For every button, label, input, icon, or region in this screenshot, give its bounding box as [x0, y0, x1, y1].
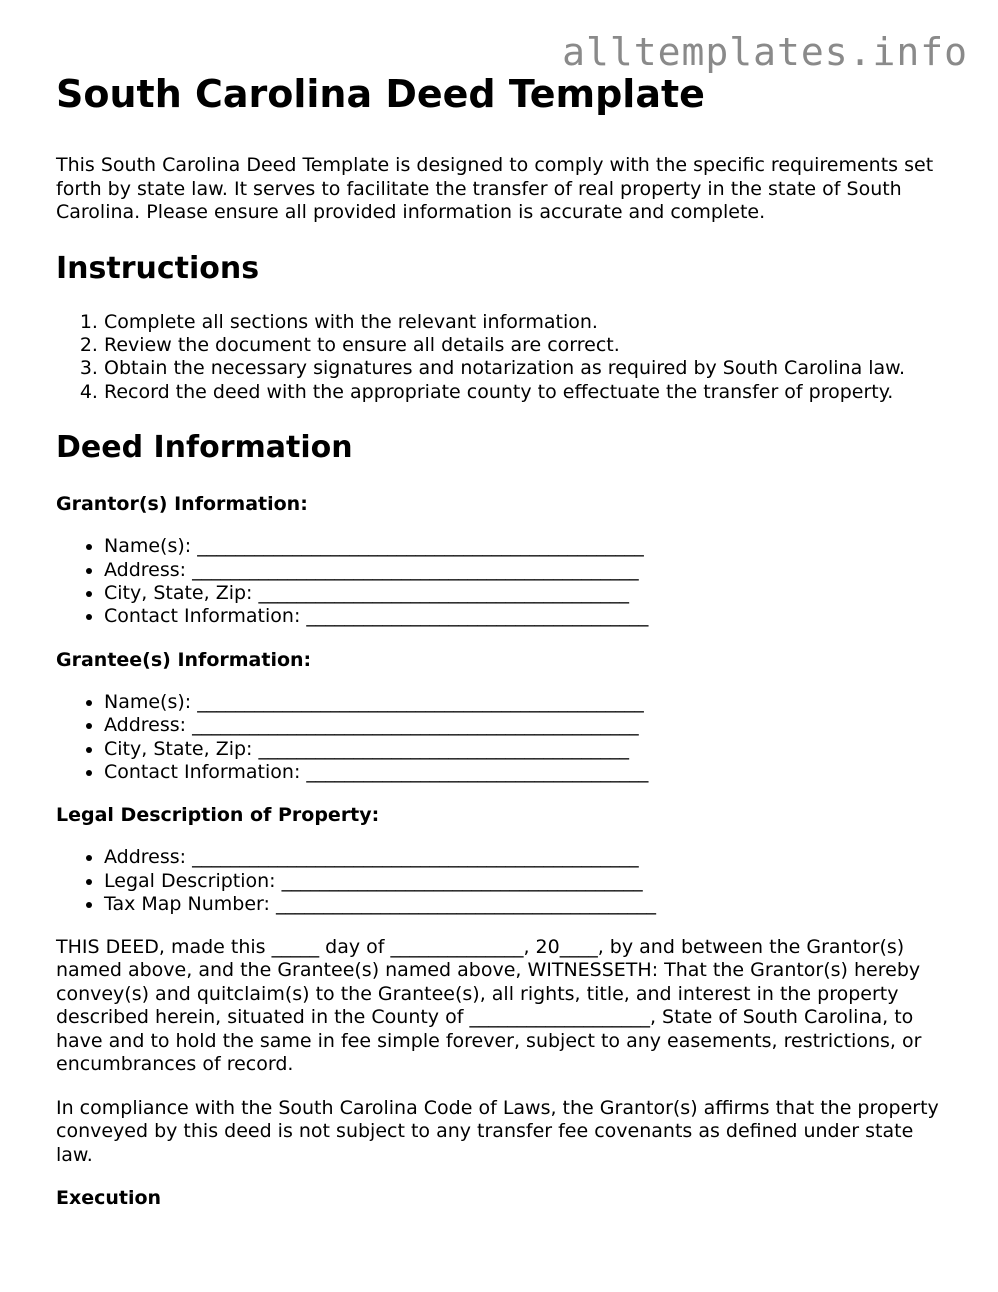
grantor-list [56, 535, 956, 629]
property-field: • Legal Description: ______________________________________ [104, 870, 956, 893]
grantor-heading: Grantor(s) Information: [56, 493, 308, 516]
grantee-heading: Grantee(s) Information: [56, 648, 312, 671]
compliance-paragraph: In compliance with the South Carolina Code of Laws, the Grantor(s) affirms that the property conveyed by this deed is not subject to any transfer fee covenants as defined under state law. [56, 1096, 939, 1166]
instruction-item: 2. Review the document to ensure all details are correct. [104, 334, 956, 357]
instruction-item: 3. Obtain the necessary signatures and notarization as required by South Carolina law. [104, 357, 956, 380]
grantor-field: • Contact Information: ____________________________________ [104, 605, 956, 628]
grantee-field: • Address: _______________________________________________ [104, 714, 956, 737]
document-page [56, 70, 956, 1210]
grantor-field: • Name(s): _______________________________________________ [104, 535, 956, 558]
legal-description-heading: Legal Description of Property: [56, 804, 380, 827]
grantee-field: • Contact Information: ____________________________________ [104, 761, 956, 784]
instruction-item: 1. Complete all sections with the relevant information. [104, 311, 956, 334]
grantor-field: • Address: _______________________________________________ [104, 559, 956, 582]
grantee-list [56, 691, 956, 785]
deed-information-heading: Deed Information [56, 430, 353, 466]
instructions-heading: Instructions [56, 250, 260, 286]
watermark: alltemplates.info [562, 30, 968, 74]
legal-description-list [56, 846, 956, 916]
page-title: South Carolina Deed Template [56, 72, 705, 116]
execution-heading: Execution [56, 1187, 162, 1210]
instructions-list [56, 311, 956, 405]
deed-paragraph: THIS DEED, made this _____ day of ______________, 20____, by and between the Grantor(s) named above, and the Grantee(s) named above, WITNESSETH: That the Grantor(s) hereby convey(s) and quitclaim(s) to the Grantee(s), all rights, title, and interest in the property described herein, situated in the County of ___________________, State of South Carolina, to have and to hold the same in fee simple forever, subject to any easements, restrictions, or encumbrances of record. [56, 935, 922, 1076]
instruction-item: 4. Record the deed with the appropriate county to effectuate the transfer of property. [104, 381, 956, 404]
property-field: • Tax Map Number: ________________________________________ [104, 893, 956, 916]
intro-paragraph: This South Carolina Deed Template is designed to comply with the specific requirements set forth by state law. It serves to facilitate the transfer of real property in the state of South Carolina. Please ensure all provided information is accurate and complete. [56, 154, 934, 223]
property-field: • Address: _______________________________________________ [104, 846, 956, 869]
grantee-field: • City, State, Zip: _______________________________________ [104, 738, 956, 761]
grantor-field: • City, State, Zip: _______________________________________ [104, 582, 956, 605]
grantee-field: • Name(s): _______________________________________________ [104, 691, 956, 714]
